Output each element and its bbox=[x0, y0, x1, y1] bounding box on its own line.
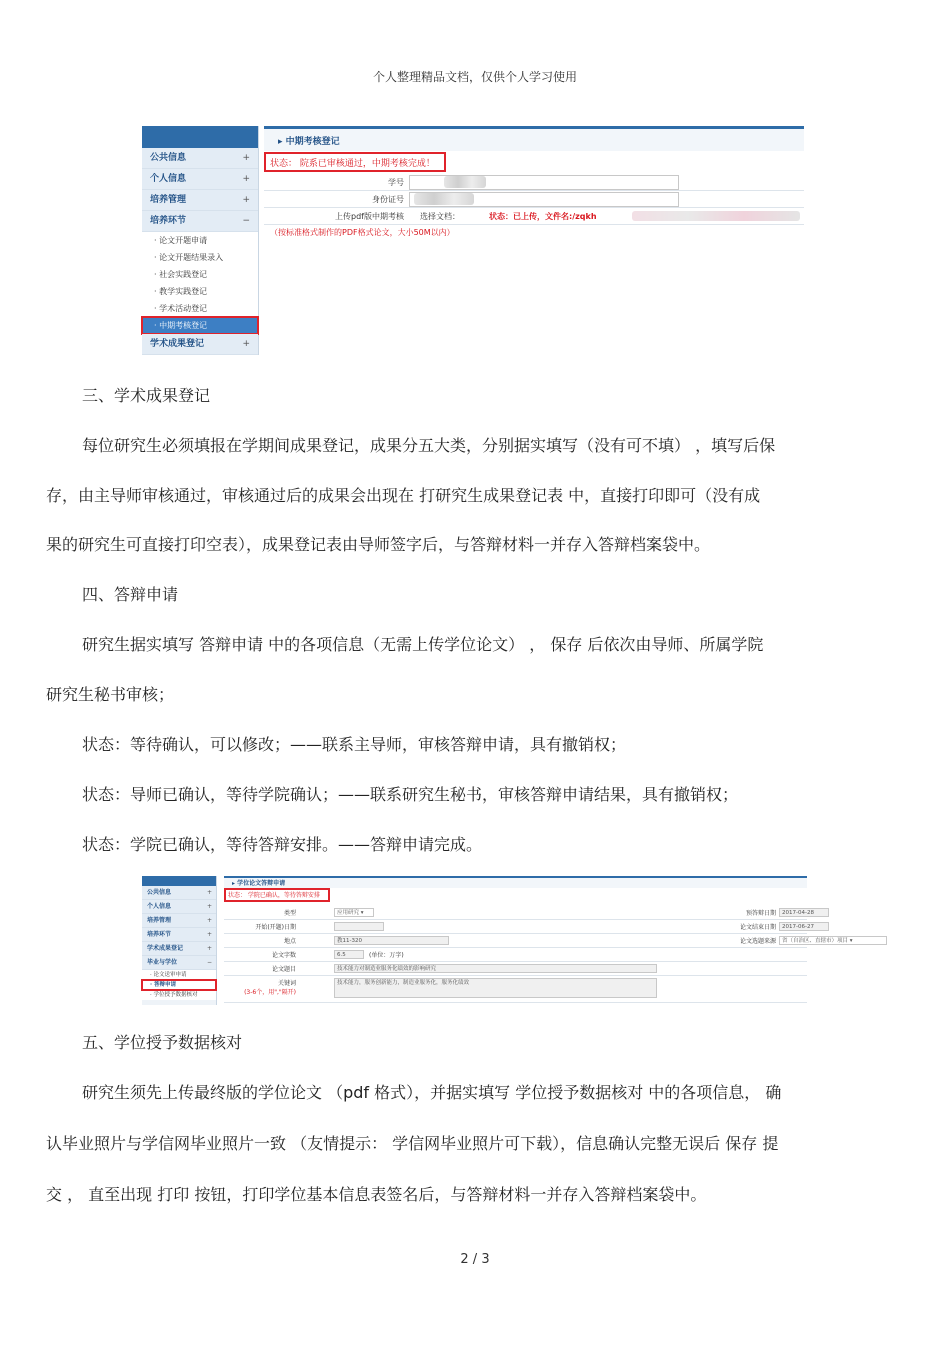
sidebar-subitem[interactable]: · 学术活动登记 bbox=[142, 300, 258, 317]
expand-icon: + bbox=[206, 903, 212, 910]
topic-field[interactable]: 技术能力对制造业服务化绩效的影响研究 bbox=[334, 964, 657, 973]
screenshot-midterm-registration bbox=[142, 126, 804, 355]
defense-date-field[interactable]: 2017-04-28 bbox=[779, 908, 829, 917]
expand-icon: + bbox=[242, 339, 250, 349]
sidebar-item-personal[interactable]: 个人信息 + bbox=[142, 900, 216, 914]
words-unit: (单位：万字) bbox=[369, 952, 404, 959]
collapse-icon: − bbox=[242, 216, 250, 226]
section-heading: 三、学术成果登记 bbox=[82, 386, 211, 405]
place-field[interactable]: 教11-320 bbox=[334, 936, 449, 945]
field-row: 上传pdf版中期考核 选择文档： 状态：已上传，文件名:/zqkh bbox=[264, 208, 804, 225]
type-select[interactable]: 应用研究 ▾ bbox=[334, 908, 374, 917]
sidebar-subitem[interactable]: · 学位授予数据核对 bbox=[142, 990, 216, 1000]
redacted-mark bbox=[632, 211, 800, 221]
sidebar-item-public[interactable]: 公共信息 + bbox=[142, 886, 216, 900]
field-row: 地点 教11-320 论文选题来源 省（自治区、直辖市）项目 ▾ bbox=[224, 934, 807, 948]
field-row: 类型 应用研究 ▾ 预答辩日期 2017-04-28 bbox=[224, 906, 807, 920]
status-banner: 状态： 院系已审核通过，中期考核完成！ bbox=[264, 152, 446, 172]
main-panel bbox=[264, 126, 804, 355]
sidebar-item-training[interactable]: 培养管理 + bbox=[142, 914, 216, 928]
collapse-icon: − bbox=[206, 959, 212, 966]
paragraph-line: 研究生须先上传最终版的学位论文 （pdf 格式），并据实填写 学位授予数据核对 中的各项信息， 确 bbox=[82, 1083, 782, 1102]
sidebar-subitem[interactable]: · 社会实践登记 bbox=[142, 266, 258, 283]
expand-icon: + bbox=[242, 195, 250, 205]
sidebar-item-achievements[interactable]: 学术成果登记 + bbox=[142, 334, 258, 355]
panel-title: ▸ 中期考核登记 bbox=[264, 126, 804, 151]
paragraph-line: 认毕业照片与学信网毕业照片一致 （友情提示： 学信网毕业照片可下载），信息确认完整无误后 保存 提 bbox=[46, 1134, 779, 1153]
status-banner: 状态： 学院已确认，等待答辩安排 bbox=[224, 888, 330, 902]
sidebar-item-training[interactable]: 培养管理 + bbox=[142, 190, 258, 211]
sidebar bbox=[142, 876, 217, 1005]
field-row: 关键词 (3-6个，用","隔开) 技术能力，服务创新能力，制造业服务化，服务化绩效 bbox=[224, 976, 807, 1003]
expand-icon: + bbox=[242, 153, 250, 163]
status-line: 状态：导师已确认，等待学院确认；——联系研究生秘书，审核答辩申请结果，具有撤销权； bbox=[82, 785, 739, 804]
status-line: 状态：等待确认，可以修改；——联系主导师，审核答辩申请，具有撤销权； bbox=[82, 735, 627, 754]
section-heading: 四、答辩申请 bbox=[82, 585, 179, 604]
paragraph-line: 果的研究生可直接打印空表），成果登记表由导师签字后，与答辩材料一并存入答辩档案袋中。 bbox=[46, 535, 711, 554]
paragraph-line: 存，由主导师审核通过，审核通过后的成果会出现在 打研究生成果登记表 中，直接打印即可（没有成 bbox=[46, 486, 761, 505]
paragraph-line: 研究生秘书审核； bbox=[46, 685, 175, 704]
words-field[interactable]: 6.5 bbox=[334, 950, 364, 959]
page-number: 2 / 3 bbox=[460, 1252, 490, 1267]
paragraph-line: 交 ， 直至出现 打印 按钮，打印学位基本信息表签名后，与答辩材料一并存入答辩档案袋中。 bbox=[46, 1185, 707, 1204]
expand-icon: + bbox=[206, 931, 212, 938]
keywords-field[interactable]: 技术能力，服务创新能力，制造业服务化，服务化绩效 bbox=[334, 978, 657, 998]
sidebar-subitem[interactable]: · 论文送审申请 bbox=[142, 970, 216, 980]
main-panel bbox=[224, 876, 853, 1005]
paragraph-line: 研究生据实填写 答辩申请 中的各项信息（无需上传学位论文） ， 保存 后依次由导师、所属学院 bbox=[82, 635, 764, 654]
end-date-field[interactable]: 2017-06-27 bbox=[779, 922, 829, 931]
sidebar-subitem[interactable]: · 论文开题申请 bbox=[142, 232, 258, 249]
expand-icon: + bbox=[206, 945, 212, 952]
sidebar-item-personal[interactable]: 个人信息 + bbox=[142, 169, 258, 190]
sidebar-item-graduation[interactable]: 毕业与学位 − bbox=[142, 956, 216, 970]
expand-icon: + bbox=[242, 174, 250, 184]
page-header: 个人整理精品文档，仅供个人学习使用 bbox=[372, 70, 577, 84]
sidebar-subitem-midterm[interactable]: · 中期考核登记 bbox=[142, 317, 258, 334]
section-heading: 五、学位授予数据核对 bbox=[82, 1033, 243, 1052]
panel-title: ▸ 学位论文答辩申请 bbox=[224, 876, 807, 888]
sidebar-item-stages[interactable]: 培养环节 + bbox=[142, 928, 216, 942]
sidebar-item-achievements[interactable]: 学术成果登记 + bbox=[142, 942, 216, 956]
field-row: 学号 bbox=[264, 174, 804, 191]
field-row: 身份证号 bbox=[264, 191, 804, 208]
source-select[interactable]: 省（自治区、直辖市）项目 ▾ bbox=[779, 936, 887, 945]
sidebar-subitem-defense[interactable]: · 答辩申请 bbox=[142, 980, 216, 990]
redacted-mark bbox=[444, 176, 486, 188]
select-document-label[interactable]: 选择文档： bbox=[420, 212, 460, 221]
expand-icon: + bbox=[206, 889, 212, 896]
screenshot-defense-application bbox=[142, 876, 853, 1005]
redacted-mark bbox=[414, 193, 474, 205]
field-row: 论文题目 技术能力对制造业服务化绩效的影响研究 bbox=[224, 962, 807, 976]
status-line: 状态：学院已确认，等待答辩安排。——答辩申请完成。 bbox=[82, 835, 483, 854]
sidebar bbox=[142, 126, 259, 355]
keywords-hint: (3-6个，用","隔开) bbox=[244, 989, 296, 996]
sidebar-item-public[interactable]: 公共信息 + bbox=[142, 148, 258, 169]
upload-status: 状态：已上传，文件名:/zqkh bbox=[489, 212, 597, 221]
upload-note: （按标准格式制作的PDF格式论文，大小50M以内） bbox=[270, 228, 455, 237]
sidebar-item-stages[interactable]: 培养环节 − bbox=[142, 211, 258, 232]
field-row: 开始(开题)日期 论文结束日期 2017-06-27 bbox=[224, 920, 807, 934]
paragraph-line: 每位研究生必须填报在学期间成果登记，成果分五大类，分别据实填写（没有可不填） ，填写后保 bbox=[82, 436, 776, 455]
sidebar-subitem[interactable]: · 教学实践登记 bbox=[142, 283, 258, 300]
expand-icon: + bbox=[206, 917, 212, 924]
start-date-field[interactable] bbox=[334, 922, 384, 931]
field-row: 论文字数 6.5 (单位：万字) bbox=[224, 948, 807, 962]
sidebar-subitem[interactable]: · 论文开题结果录入 bbox=[142, 249, 258, 266]
